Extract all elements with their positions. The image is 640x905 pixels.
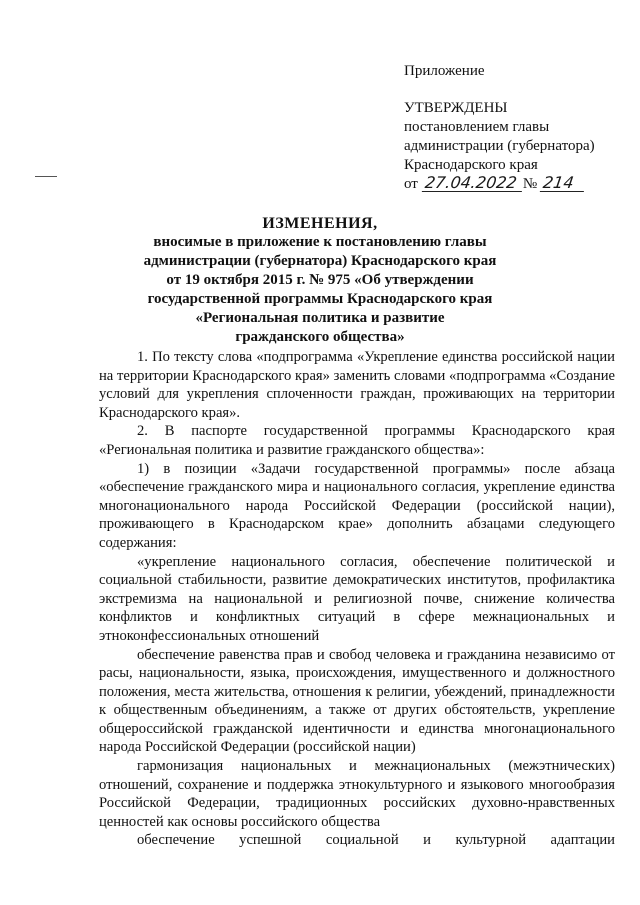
approval-line-2: администрации (губернатора) (404, 138, 595, 154)
document-heading (0, 214, 640, 347)
paragraph-1: 1. По тексту слова «подпрограмма «Укрепление единства российской нации на территории Краснодарского края» заменить словами «подпрограмма «Создание условий для укрепления сплоченности граждан, проживающих на территории Краснодарского края». (99, 349, 615, 421)
date-prefix: от (404, 176, 418, 192)
heading-line-3: от 19 октября 2015 г. № 975 «Об утверждении (166, 272, 474, 288)
heading-title: ИЗМЕНЕНИЯ, (262, 215, 378, 232)
approval-line-1: постановлением главы (404, 119, 550, 135)
approval-date-line (404, 175, 634, 194)
approval-line-3: Краснодарского края (404, 157, 538, 173)
handwritten-date: 27.04.2022 (422, 175, 524, 192)
approved-title: УТВЕРЖДЕНЫ (404, 100, 508, 116)
approval-block (404, 62, 634, 194)
heading-line-2: администрации (губернатора) Краснодарского края (143, 253, 497, 269)
paragraph-7: обеспечение успешной социальной и культурной адаптации (137, 832, 615, 849)
paragraph-6: гармонизация национальных и межнациональных (межэтнических) отношений, сохранение и поддержка этнокультурного и языкового многообразия Российской Федерации, традиционных российских духовно-нравственных ценностей как основы российского общества (99, 758, 615, 830)
heading-line-6: гражданского общества» (235, 329, 405, 345)
paragraph-2: 2. В паспорте государственной программы Краснодарского края «Региональная политика и развитие гражданского общества»: (99, 423, 615, 458)
margin-mark (35, 176, 57, 177)
appendix-label: Приложение (404, 63, 485, 79)
heading-line-5: «Региональная политика и развитие (195, 310, 445, 326)
paragraph-3: 1) в позиции «Задачи государственной программы» после абзаца «обеспечение гражданского мира и национального согласия, укрепление единства многонационального народа Российской Федерации (российской нации), проживающего в Краснодарском крае» дополнить абзацами следующего содержания: (99, 460, 615, 551)
handwritten-number: 214 (540, 175, 586, 192)
heading-line-1: вносимые в приложение к постановлению главы (153, 234, 487, 250)
paragraph-5: обеспечение равенства прав и свобод человека и гражданина независимо от расы, национальности, языка, происхождения, имущественного и должностного положения, места жительства, отношения к религии, убеждений, принадлежности к общественным объединениям, а также от других обстоятельств, укрепление общероссийской гражданской идентичности и единства многонационального народа Российской Федерации (российской нации) (99, 646, 615, 756)
document-body (99, 348, 615, 850)
number-sign: № (522, 176, 538, 192)
heading-line-4: государственной программы Краснодарского края (147, 291, 493, 307)
paragraph-4: «укрепление национального согласия, обеспечение политической и социальной стабильности, развитие демократических институтов, профилактика экстремизма на национальной и религиозной почве, снижение количества конфликтов и конфликтных ситуаций в сфере межнациональных и этноконфессиональных отношений (99, 553, 615, 644)
approval-spacer (404, 81, 634, 99)
